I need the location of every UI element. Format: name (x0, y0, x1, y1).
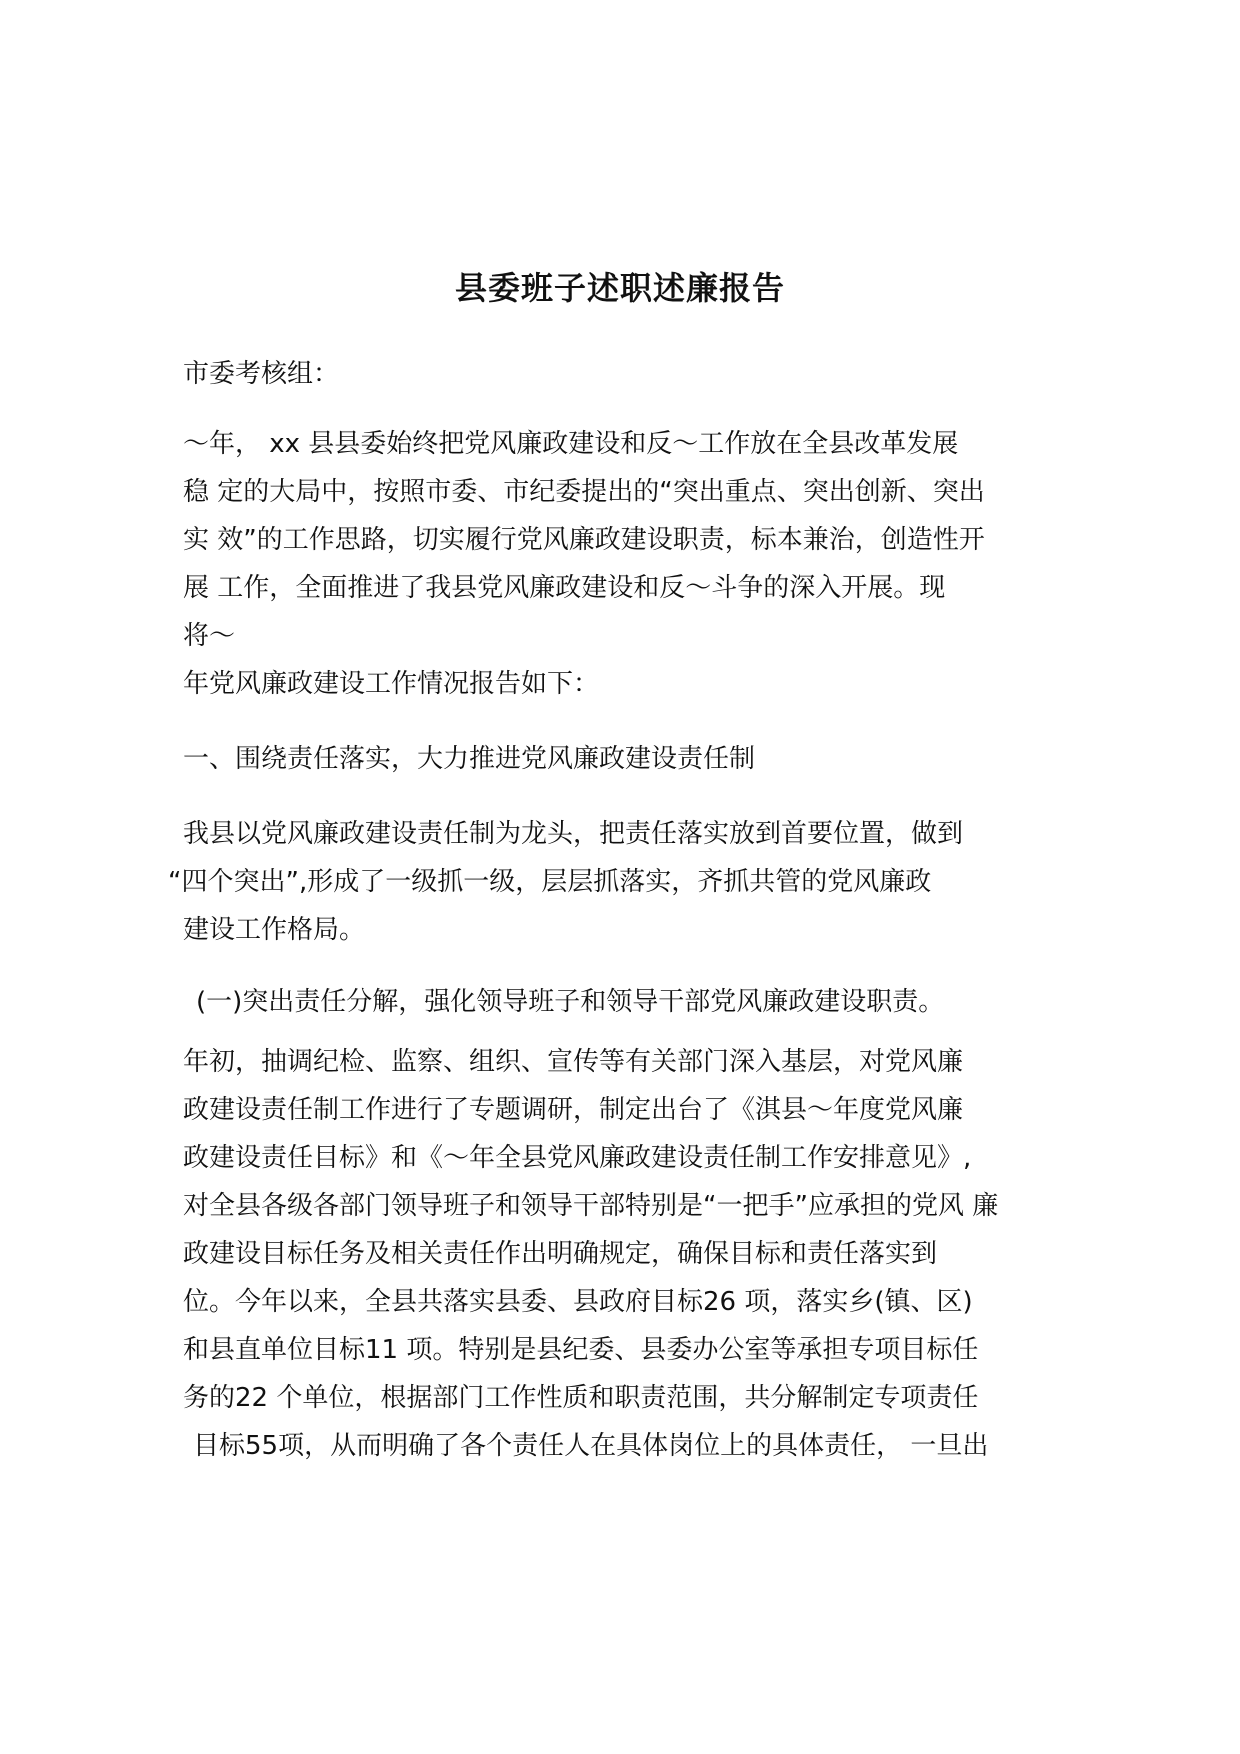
section-heading: 一、围绕责任落实，大力推进党风廉政建设责任制 (183, 744, 756, 774)
body-line: 和县直单位目标11 项。特别是县纪委、县委办公室等承担专项目标任 (183, 1335, 979, 1365)
body-line: 政建设责任制工作进行了专题调研，制定出台了《淇县～年度党风廉 (183, 1095, 964, 1125)
intro-line: 展 工作，全面推进了我县党风廉政建设和反～斗争的深入开展。现 (183, 573, 946, 603)
body-line: 务的22 个单位，根据部门工作性质和职责范围，共分解制定专项责任 (183, 1383, 979, 1413)
body-line: 年初，抽调纪检、监察、组织、宣传等有关部门深入基层，对党风廉 (183, 1047, 964, 1077)
body-line: 我县以党风廉政建设责任制为龙头，把责任落实放到首要位置，做到 (183, 819, 964, 849)
body-line: 位。今年以来，全县共落实县委、县政府目标26 项，落实乡(镇、区) (183, 1287, 973, 1317)
intro-line: 实 效”的工作思路，切实履行党风廉政建设职责，标本兼治，创造性开 (183, 525, 985, 555)
body-line: 政建设责任目标》和《～年全县党风廉政建设责任制工作安排意见》, (183, 1143, 972, 1173)
body-line: 建设工作格局。 (183, 915, 366, 945)
intro-line: ～年， xx 县县委始终把党风廉政建设和反～工作放在全县改革发展 (183, 429, 959, 459)
salutation: 市委考核组： (183, 359, 340, 389)
intro-line: 稳 定的大局中，按照市委、市纪委提出的“突出重点、突出创新、突出 (183, 477, 985, 507)
intro-line: 年党风廉政建设工作情况报告如下： (183, 669, 600, 699)
document-title: 县委班子述职述廉报告 (454, 269, 785, 307)
body-line: 目标55项，从而明确了各个责任人在具体岗位上的具体责任， 一旦出 (193, 1431, 989, 1461)
body-line: 政建设目标任务及相关责任作出明确规定，确保目标和责任落实到 (183, 1239, 938, 1269)
body-line: “四个突出”,形成了一级抓一级，层层抓落实，齐抓共管的党风廉政 (168, 867, 932, 897)
subsection-heading: (一)突出责任分解，强化领导班子和领导干部党风廉政建设职责。 (196, 987, 945, 1017)
body-line: 对全县各级各部门领导班子和领导干部特别是“一把手”应承担的党风 廉 (183, 1191, 999, 1221)
intro-line: 将～ (183, 621, 236, 651)
